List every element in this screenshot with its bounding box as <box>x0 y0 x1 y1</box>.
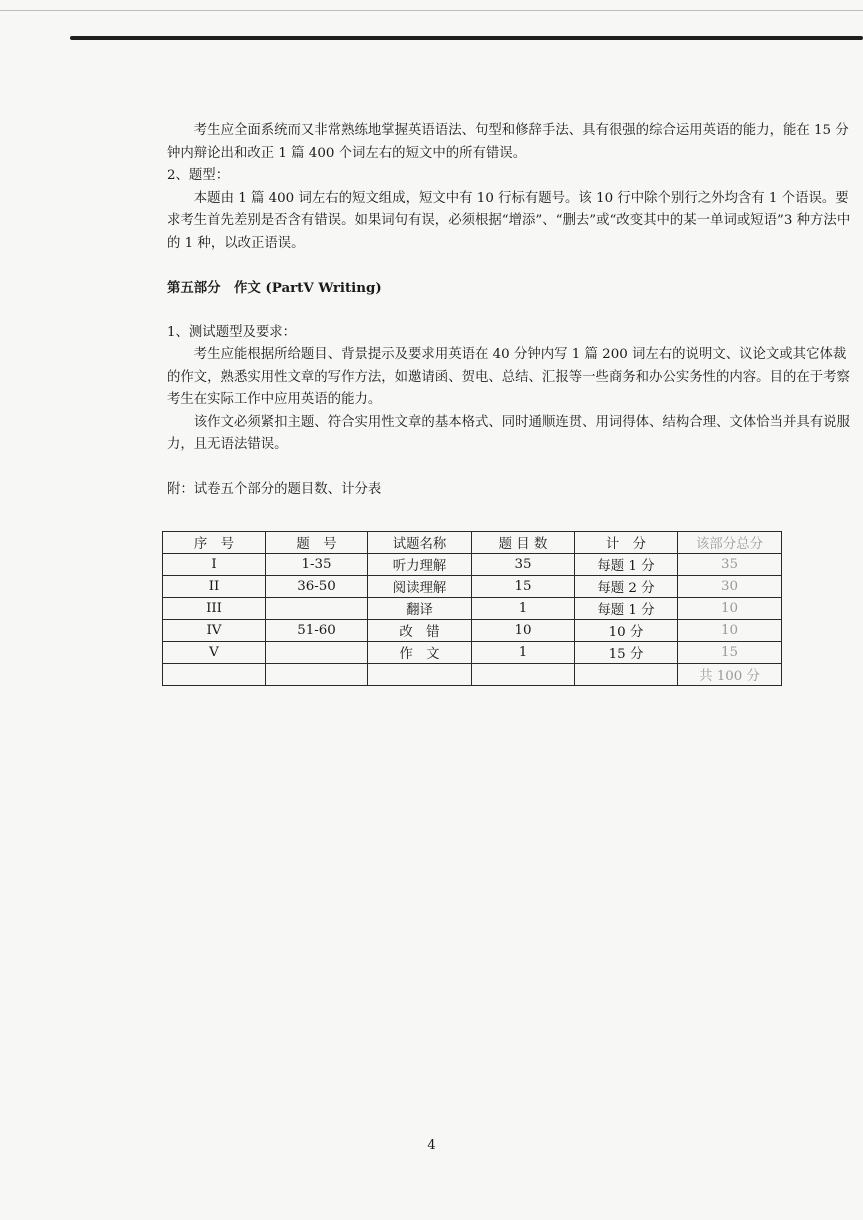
table-cell: 每题 2 分 <box>575 576 678 598</box>
table-cell: 听力理解 <box>368 554 472 576</box>
scan-edge-line <box>0 10 863 11</box>
table-cell: 10 <box>472 620 575 642</box>
table-cell: 1 <box>472 642 575 664</box>
table-header-cell: 试题名称 <box>368 532 472 554</box>
table-header-cell: 该部分总分 <box>678 532 782 554</box>
paragraph-requirement: 考生应全面系统而又非常熟练地掌握英语语法、句型和修辞手法、具有很强的综合运用英语的能力，能在 15 分钟内辩论出和改正 1 篇 400 个词左右的短文中的所有错误。 <box>167 123 849 161</box>
table-header-cell: 题 号 <box>266 532 368 554</box>
table-cell: 15 <box>472 576 575 598</box>
table-row <box>163 576 782 598</box>
table-cell <box>575 664 678 686</box>
item-label-test-requirements: 1、测试题型及要求： <box>167 324 297 340</box>
table-cell: 改 错 <box>368 620 472 642</box>
table-row <box>163 598 782 620</box>
table-cell: I <box>163 554 266 576</box>
table-cell: 30 <box>678 576 782 598</box>
table-cell: IV <box>163 620 266 642</box>
table-cell: 10 分 <box>575 620 678 642</box>
document-body <box>167 120 857 501</box>
table-cell: III <box>163 598 266 620</box>
table-cell: V <box>163 642 266 664</box>
table-cell: 51-60 <box>266 620 368 642</box>
table-cell <box>266 642 368 664</box>
table-total-row <box>163 664 782 686</box>
item-label-question-type: 2、题型： <box>167 168 230 183</box>
table-cell <box>266 598 368 620</box>
table-cell: 36-50 <box>266 576 368 598</box>
table-header-cell: 序 号 <box>163 532 266 554</box>
table-row <box>163 620 782 642</box>
table-cell <box>472 664 575 686</box>
table-cell: 10 <box>678 598 782 620</box>
table-cell: 15 <box>678 642 782 664</box>
table-cell: 35 <box>472 554 575 576</box>
appendix-label: 附：试卷五个部分的题目数、计分表 <box>167 481 382 497</box>
page-number: 4 <box>427 1138 436 1153</box>
header-rule <box>70 36 863 40</box>
table-row <box>163 642 782 664</box>
table-cell <box>368 664 472 686</box>
table-cell: 翻译 <box>368 598 472 620</box>
table-cell: 阅读理解 <box>368 576 472 598</box>
section-heading-writing: 第五部分 作文 (PartⅤ Writing) <box>167 280 382 296</box>
table-header-cell: 题 目 数 <box>472 532 575 554</box>
paragraph-writing-requirement: 考生应能根据所给题目、背景提示及要求用英语在 40 分钟内写 1 篇 200 词左右的说明文、议论文或其它体裁的作文，熟悉实用性文章的写作方法，如邀请函、贺电、总结、汇报等一些商务和办公实务性的内容。目的在于考察考生在实际工作中应用英语的能力。 <box>167 347 850 407</box>
table-cell: 作 文 <box>368 642 472 664</box>
score-table <box>162 531 782 686</box>
table-cell: II <box>163 576 266 598</box>
table-cell <box>163 664 266 686</box>
table-total-cell: 共 100 分 <box>678 664 782 686</box>
table-cell: 每题 1 分 <box>575 554 678 576</box>
table-cell: 1 <box>472 598 575 620</box>
table-cell: 15 分 <box>575 642 678 664</box>
table-row <box>163 554 782 576</box>
table-cell: 10 <box>678 620 782 642</box>
table-cell: 35 <box>678 554 782 576</box>
paragraph-question-type: 本题由 1 篇 400 词左右的短文组成，短文中有 10 行标有题号。该 10 行中除个别行之外均含有 1 个语误。要求考生首先差别是否含有错误。如果词句有误，必须根据“增添”、“删去”或“改变其中的某一单词或短语”3 种方法中的 1 种，以改正语误。 <box>167 190 851 251</box>
paragraph-writing-criteria: 该作文必须紧扣主题、符合实用性文章的基本格式、同时通顺连贯、用词得体、结构合理、文体恰当并具有说服力，且无语法错误。 <box>167 414 850 452</box>
table-cell: 1-35 <box>266 554 368 576</box>
table-cell <box>266 664 368 686</box>
table-cell: 每题 1 分 <box>575 598 678 620</box>
table-header-cell: 计 分 <box>575 532 678 554</box>
table-header-row <box>163 532 782 554</box>
